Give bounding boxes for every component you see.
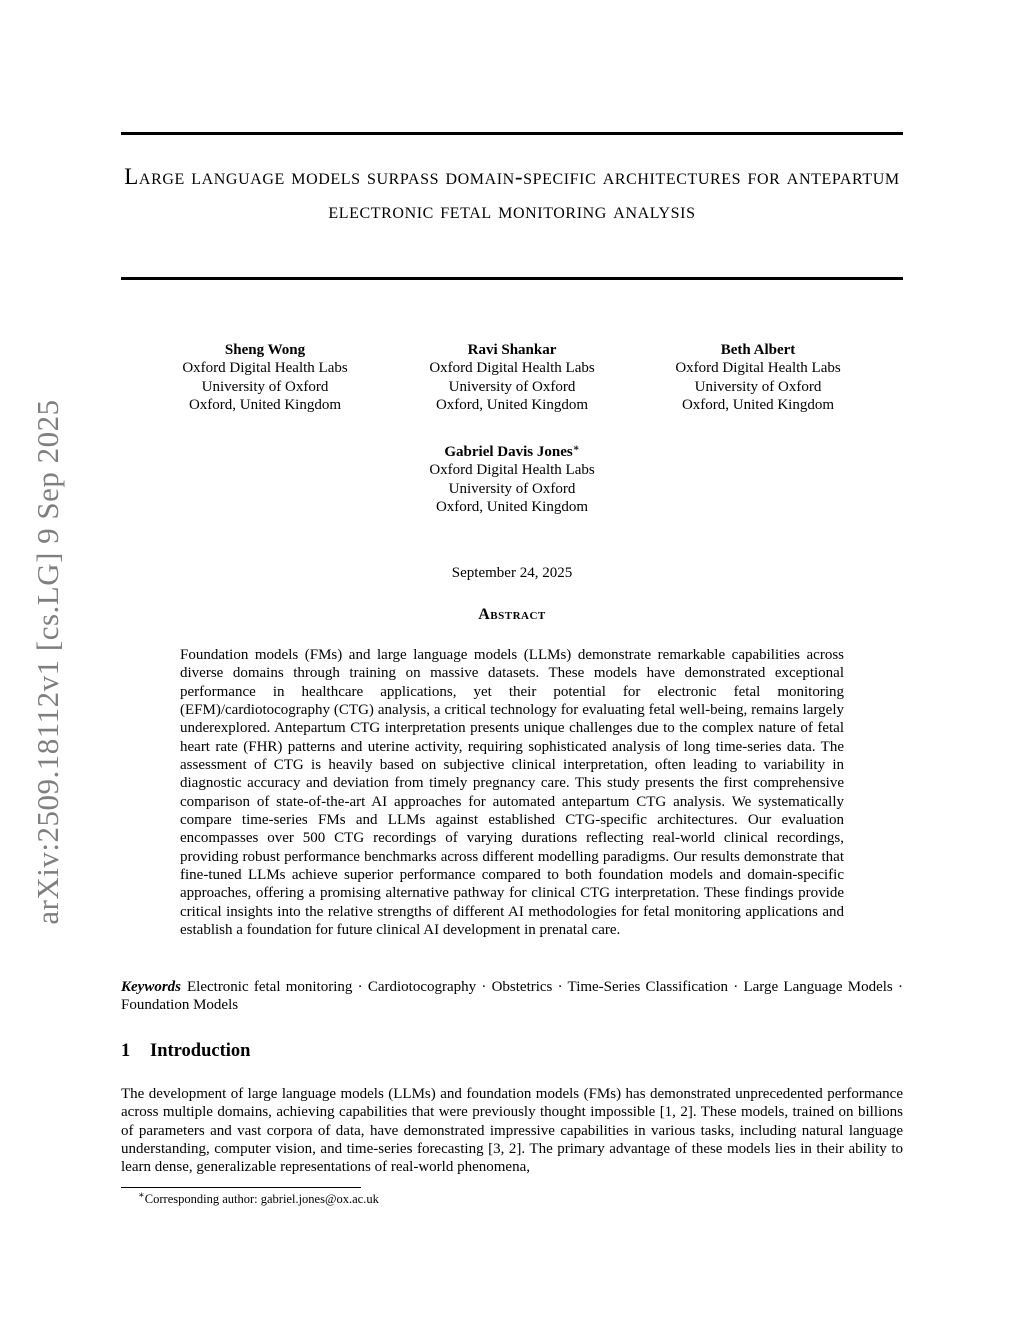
section-number: 1 [121, 1041, 131, 1061]
footnote [138, 1191, 379, 1207]
author-block [397, 341, 627, 414]
author-location: Oxford, United Kingdom [681, 396, 835, 413]
author-name-line [397, 443, 627, 461]
keywords [121, 978, 903, 1015]
title-rule-top [121, 132, 903, 135]
title-rule-bottom [121, 277, 903, 280]
corresponding-author-mark: ∗ [572, 443, 580, 454]
footnote-mark: ∗ [138, 1190, 145, 1201]
paper-date: September 24, 2025 [451, 565, 573, 581]
abstract-heading: Abstract [478, 606, 546, 623]
author-name: Ravi Shankar [467, 342, 557, 358]
author-university: University of Oxford [201, 378, 329, 395]
arxiv-stamp: arXiv:2509.18112v1 [cs.LG] 9 Sep 2025 [30, 399, 65, 925]
author-name: Sheng Wong [224, 342, 306, 358]
section-title: Introduction [150, 1041, 251, 1061]
keywords-label: Keywords [121, 979, 181, 995]
author-affiliation: Oxford Digital Health Labs [429, 360, 595, 377]
author-affiliation: Oxford Digital Health Labs [675, 360, 841, 377]
author-block [150, 341, 380, 414]
author-name: Gabriel Davis Jones [444, 444, 573, 460]
author-university: University of Oxford [448, 480, 576, 497]
introduction-text: The development of large language models (LLMs) and foundation models (FMs) has demonstrated unprecedented performance across multiple domains, achieving capabilities that were previously thought impossible [1, 2]. These models, trained on billions of parameters and vast corpora of data, have demonstrated impressive capabilities in various tasks, including natural language understanding, computer vision, and time-series forecasting [3, 2]. The primary advantage of these models lies in their ability to learn dense, generalizable representations of real-world phenomena, [121, 1086, 903, 1176]
keywords-text: Electronic fetal monitoring · Cardiotocography · Obstetrics · Time-Series Classification · Large Language Models · Foundation Models [121, 979, 903, 1014]
section-heading [121, 1041, 250, 1062]
author-affiliation: Oxford Digital Health Labs [182, 360, 348, 377]
abstract-text: Foundation models (FMs) and large language models (LLMs) demonstrate remarkable capabilities across diverse domains through training on massive datasets. These models have demonstrated exceptional performance in healthcare applications, yet their potential for electronic fetal monitoring (EFM)/cardiotocography (CTG) analysis, a critical technology for evaluating fetal well-being, remains largely underexplored. Antepartum CTG interpretation presents unique challenges due to the complex nature of fetal heart rate (FHR) patterns and uterine activity, requiring sophisticated analysis of long time-series data. The assessment of CTG is heavily based on subjective clinical interpretation, often leading to variability in diagnostic accuracy and deviation from timely pregnancy care. This study presents the first comprehensive comparison of state-of-the-art AI approaches for automated antepartum CTG analysis. We systematically compare time-series FMs and LLMs against established CTG-specific architectures. Our evaluation encompasses over 500 CTG recordings of varying durations reflecting real-world clinical recordings, providing robust performance benchmarks across different modelling paradigms. Our results demonstrate that fine-tuned LLMs achieve superior performance compared to both foundation models and domain-specific approaches, offering a promising alternative pathway for clinical CTG interpretation. These findings provide critical insights into the relative strengths of different AI methodologies for fetal monitoring applications and establish a foundation for future clinical AI development in prenatal care. [180, 647, 844, 939]
author-location: Oxford, United Kingdom [435, 396, 589, 413]
author-university: University of Oxford [448, 378, 576, 395]
author-name: Beth Albert [720, 342, 796, 358]
author-block [643, 341, 873, 414]
author-affiliation: Oxford Digital Health Labs [429, 462, 595, 479]
paper-title: Large language models surpass domain-specific architectures for antepartum electronic fetal monitoring analysis [124, 164, 900, 223]
footnote-rule [121, 1187, 361, 1188]
author-block [397, 443, 627, 516]
author-location: Oxford, United Kingdom [188, 396, 342, 413]
author-location: Oxford, United Kingdom [435, 498, 589, 515]
author-university: University of Oxford [694, 378, 822, 395]
footnote-text: Corresponding author: gabriel.jones@ox.ac.uk [144, 1192, 379, 1206]
